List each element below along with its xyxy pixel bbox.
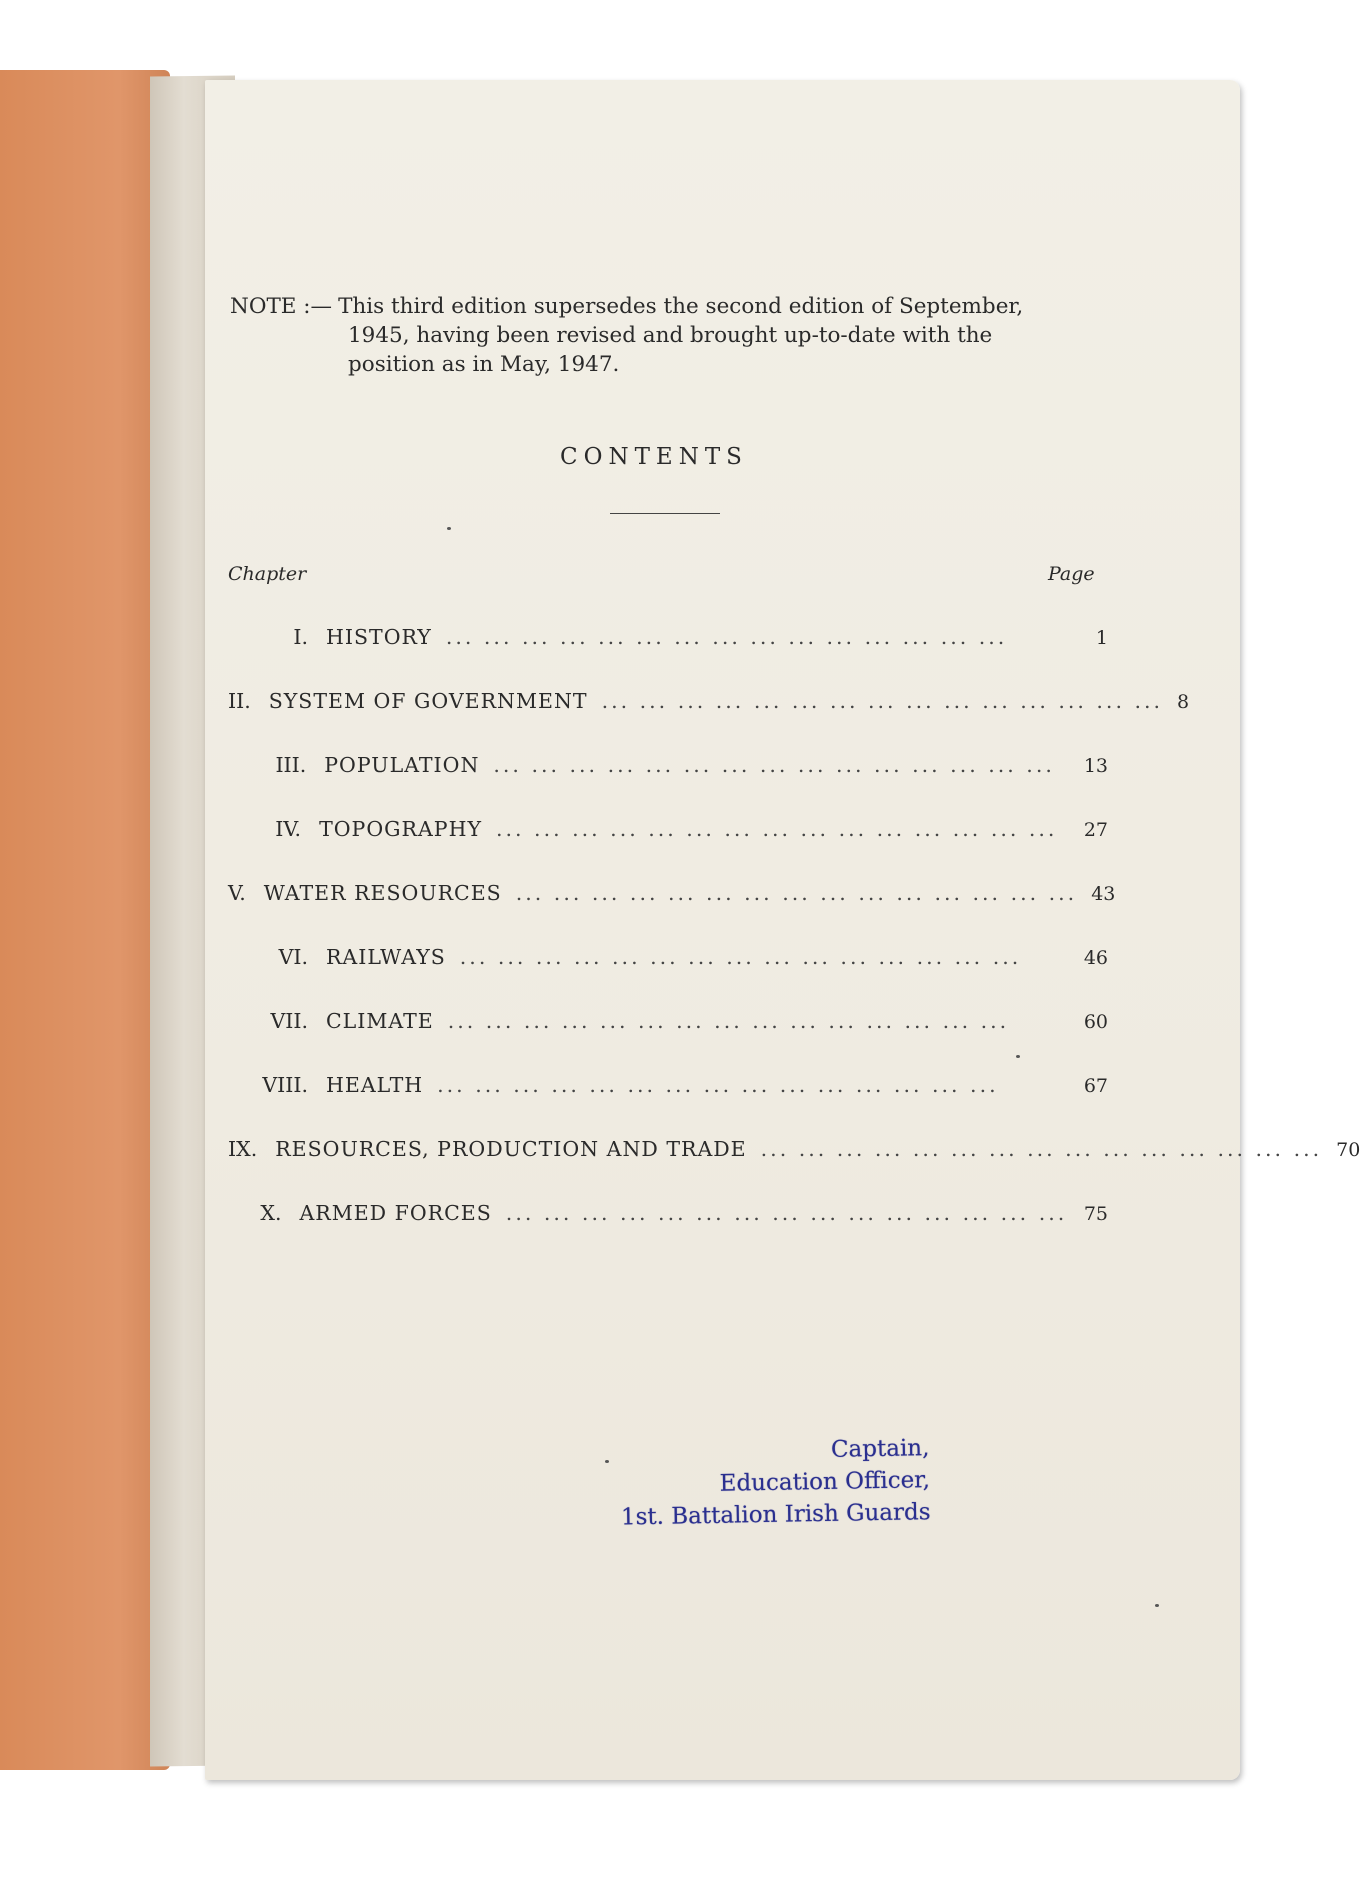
page-number: 27: [1083, 819, 1108, 841]
note-label: NOTE :—: [230, 294, 333, 319]
toc-row: [228, 881, 1116, 945]
chapter-number: VII.: [270, 1009, 308, 1033]
column-heading-chapter: Chapter: [228, 563, 307, 585]
chapter-number: I.: [293, 625, 308, 649]
toc-row: [228, 625, 1108, 689]
note-line-2: 1945, having been revised and brought up-to-date with the: [348, 323, 993, 348]
toc-row: [228, 945, 1108, 1009]
contents-heading: CONTENTS: [560, 444, 748, 470]
page-number: 75: [1083, 1203, 1108, 1225]
column-heading-page: Page: [1048, 563, 1095, 585]
page-number: 13: [1083, 755, 1108, 777]
chapter-title: ARMED FORCES: [299, 1201, 492, 1225]
note-line-1: This third edition supersedes the second edition of September,: [338, 294, 1024, 319]
stamp-line-2: Education Officer,: [719, 1467, 931, 1497]
page-number: 70: [1336, 1139, 1360, 1161]
leader-dots: ... ... ... ... ... ... ... ... ... ... ... ... ... ... ...: [601, 689, 1164, 713]
leader-dots: ... ... ... ... ... ... ... ... ... ... ... ... ... ... ...: [447, 1009, 1010, 1033]
chapter-title: HEALTH: [326, 1073, 424, 1097]
leader-dots: ... ... ... ... ... ... ... ... ... ... ... ... ... ... ...: [437, 1073, 999, 1097]
dust-speck: [605, 1460, 609, 1463]
page-number: 8: [1177, 691, 1190, 713]
chapter-number: IV.: [275, 817, 302, 841]
page-number: 43: [1091, 883, 1116, 905]
chapter-title: TOPOGRAPHY: [319, 817, 482, 841]
dust-speck: [1016, 1055, 1020, 1058]
leader-dots: ... ... ... ... ... ... ... ... ... ... ... ... ... ... ...: [760, 1137, 1323, 1161]
edition-note: [230, 292, 1110, 379]
leader-dots: ... ... ... ... ... ... ... ... ... ... ... ... ... ... ...: [445, 625, 1008, 649]
chapter-title: POPULATION: [324, 753, 480, 777]
chapter-title: RAILWAYS: [326, 945, 446, 969]
page-number: 1: [1095, 627, 1108, 649]
chapter-number: VI.: [278, 945, 308, 969]
ink-stamp: [599, 1432, 931, 1534]
chapter-title: HISTORY: [326, 625, 432, 649]
leader-dots: ... ... ... ... ... ... ... ... ... ... ... ... ... ... ...: [459, 945, 1022, 969]
chapter-number: VIII.: [262, 1073, 308, 1097]
orange-cover: [0, 70, 170, 1770]
stamp-line-1: Captain,: [830, 1435, 930, 1463]
chapter-number: V.: [228, 881, 246, 905]
leader-dots: ... ... ... ... ... ... ... ... ... ... ... ... ... ... ...: [515, 881, 1078, 905]
toc-row: [228, 1009, 1108, 1073]
leader-dots: ... ... ... ... ... ... ... ... ... ... ... ... ... ... ...: [495, 817, 1058, 841]
chapter-title: SYSTEM OF GOVERNMENT: [268, 689, 588, 713]
dust-speck: [1155, 1604, 1159, 1607]
dust-speck: [447, 527, 451, 530]
toc-row: [228, 1137, 1360, 1201]
toc-row: [228, 689, 1190, 753]
chapter-number: III.: [275, 753, 307, 777]
chapter-number: IX.: [228, 1137, 258, 1161]
chapter-number: X.: [260, 1201, 282, 1225]
chapter-number: II.: [228, 689, 251, 713]
page-number: 60: [1083, 1011, 1108, 1033]
heading-rule: [610, 513, 720, 514]
toc-row: [228, 1201, 1108, 1265]
chapter-title: CLIMATE: [326, 1009, 434, 1033]
page-number: 67: [1083, 1075, 1108, 1097]
chapter-title: WATER RESOURCES: [263, 881, 502, 905]
leader-dots: ... ... ... ... ... ... ... ... ... ... ... ... ... ... ...: [493, 753, 1055, 777]
toc-row: [228, 1073, 1108, 1137]
leader-dots: ... ... ... ... ... ... ... ... ... ... ... ... ... ... ...: [505, 1201, 1068, 1225]
chapter-title: RESOURCES, PRODUCTION AND TRADE: [275, 1137, 747, 1161]
toc-row: [228, 817, 1108, 881]
toc-row: [228, 753, 1108, 817]
note-line-3: position as in May, 1947.: [348, 352, 620, 377]
table-of-contents: [228, 625, 1360, 1265]
page-number: 46: [1083, 947, 1108, 969]
stamp-line-3: 1st. Battalion Irish Guards: [620, 1499, 931, 1531]
